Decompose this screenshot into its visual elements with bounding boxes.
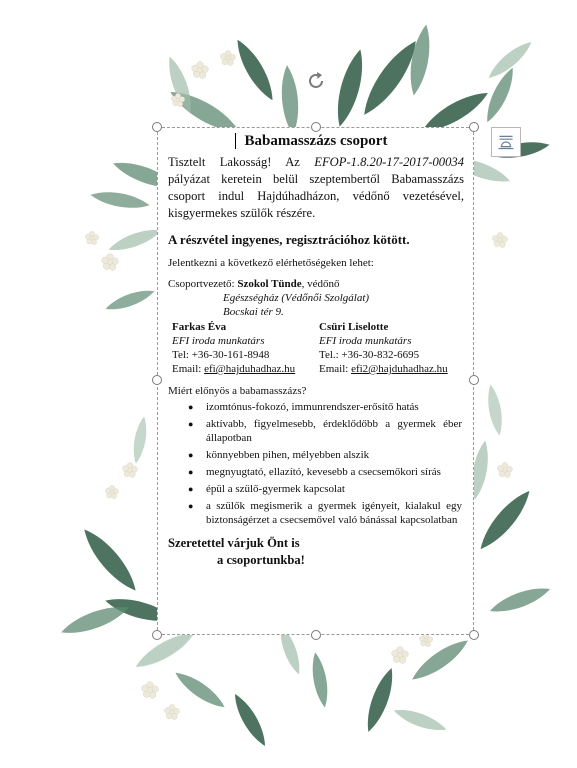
document-title (168, 131, 464, 151)
list-item: ● épül a szülő-gyermek kapcsolat (188, 483, 345, 495)
title-text: Babamasszázs csoport (244, 133, 388, 149)
leader-name: Szokol Tünde (237, 278, 302, 290)
contact-intro: Jelentkezni a következő elérhetőségeken lehet: (168, 257, 374, 269)
contact-role: EFI iroda munkatárs (319, 335, 412, 347)
layout-options-button[interactable] (491, 127, 521, 157)
bullet-icon: ● (188, 450, 194, 460)
bullet-icon: ● (188, 419, 194, 429)
bullet-icon: ● (188, 467, 194, 477)
contact-name: Farkas Éva (172, 321, 227, 333)
leader-address: Bocskai tér 9. (223, 306, 284, 318)
bullet-icon: ● (188, 402, 194, 412)
resize-handle-bottom-center[interactable] (311, 630, 321, 640)
project-code: EFOP-1.8.20-17-2017-00034 (314, 155, 464, 169)
closing-message: Szeretettel várjuk Önt is a csoportunkba! (168, 536, 305, 567)
contact-card (319, 320, 448, 376)
contact-role: EFI iroda munkatárs (172, 335, 265, 347)
free-participation-note: A részvétel ingyenes, regisztrációhoz kötött. (168, 232, 410, 247)
contact-email-line: Email: efi2@hajduhadhaz.hu (319, 363, 448, 375)
benefits-heading: Miért előnyös a babamasszázs? (168, 385, 307, 397)
contact-email-link[interactable]: efi@hajduhadhaz.hu (204, 363, 296, 375)
resize-handle-middle-right[interactable] (469, 375, 479, 385)
leader-organization: Egészségház (Védőnői Szolgálat) (223, 292, 370, 304)
intro-paragraph: Tisztelt Lakosság! Az EFOP-1.8.20-17-2017-00034 pályázat keretein belül szeptembertől Babamasszázs csoport indul Hajdúhadházon, védőnő vezetésével, kisgyermekes szülők részére. (168, 155, 464, 220)
bullet-icon: ● (188, 501, 194, 511)
resize-handle-bottom-left[interactable] (152, 630, 162, 640)
resize-handle-bottom-right[interactable] (469, 630, 479, 640)
resize-handle-top-right[interactable] (469, 122, 479, 132)
contact-name: Csüri Liselotte (319, 321, 389, 333)
layout-options-icon (492, 128, 520, 156)
benefits-list (168, 400, 464, 527)
resize-handle-middle-left[interactable] (152, 375, 162, 385)
list-item: ● a szülők megismerik a gyermek igényeit, kialakul egy biztonságérzet a csecsemővel való bánással kapcsolatban (188, 500, 462, 526)
list-item: ● könnyebben pihen, mélyebben alszik (188, 449, 370, 461)
rotate-handle-icon[interactable] (305, 70, 327, 92)
list-item: ● izomtónus-fokozó, immunrendszer-erősítő hatás (188, 401, 419, 413)
list-item: ● megnyugtató, ellazító, kevesebb a csecsemőkori sírás (188, 466, 441, 478)
flyer-content (168, 131, 464, 569)
list-item: ● aktívabb, figyelmesebb, érdeklődőbb a gyermek éber állapotban (188, 418, 462, 444)
contact-persons (172, 320, 464, 376)
group-leader: Csoportvezető: Szokol Tünde, védőnő Egészségház (Védőnői Szolgálat) Bocskai tér 9. (168, 277, 464, 319)
contact-phone: Tel: +36-30-161-8948 (172, 349, 270, 361)
contact-email-line: Email: efi@hajduhadhaz.hu (172, 363, 296, 375)
contact-card (172, 320, 319, 376)
bullet-icon: ● (188, 484, 194, 494)
contact-email-link[interactable]: efi2@hajduhadhaz.hu (351, 363, 448, 375)
resize-handle-top-left[interactable] (152, 122, 162, 132)
contact-phone: Tel.: +36-30-832-6695 (319, 349, 420, 361)
text-cursor (235, 133, 236, 149)
